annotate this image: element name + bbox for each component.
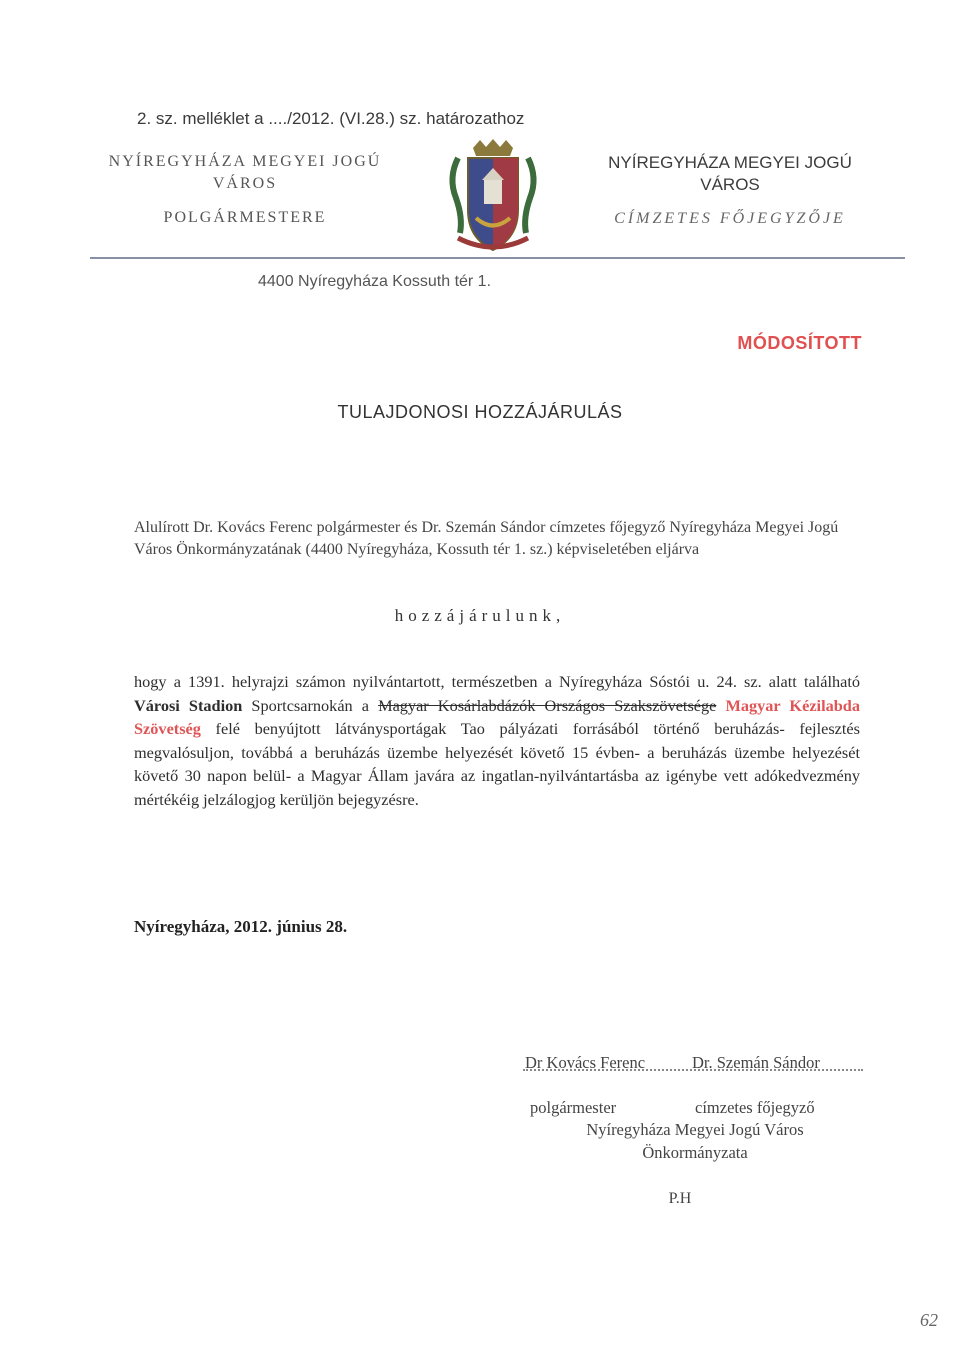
header-divider <box>90 257 905 259</box>
issuer-left-line3: POLGÁRMESTERE <box>163 209 327 226</box>
place-date: Nyíregyháza, 2012. június 28. <box>134 917 348 936</box>
new-organization: Magyar Kézilabda Szövetség <box>134 695 860 738</box>
issuer-right-line1: NYÍREGYHÁZA MEGYEI JOGÚ <box>608 153 852 172</box>
signatory-left-name: Dr Kovács Ferenc <box>525 1053 646 1072</box>
consent-word: hozzájárulunk, <box>394 606 566 625</box>
body-part1: hogy a 1391. helyrajzi számon nyilvántartott, természetben a Nyíregyháza Sóstói u. 24. sz. alatt található <box>134 672 860 691</box>
body-part2: Sportcsarnokán a <box>251 695 369 715</box>
intro-paragraph: Alulírott Dr. Kovács Ferenc polgármester és Dr. Szemán Sándor címzetes főjegyző Nyíregyháza Megyei Jogú Város Önkormányzatának (4400 Nyíregyháza, Kossuth tér 1. sz.) képviseletében eljárva <box>134 519 839 558</box>
signatory-right-title: címzetes főjegyző <box>695 1098 815 1117</box>
address: 4400 Nyíregyháza Kossuth tér 1. <box>258 273 492 290</box>
signature-organization <box>520 1118 870 1164</box>
issuer-left-line2: VÁROS <box>212 175 278 192</box>
issuer-right-line3: CÍMZETES FŐJEGYZŐJE <box>614 210 846 227</box>
signatory-right-name: Dr. Szemán Sándor <box>692 1053 820 1072</box>
body-part3: felé benyújtott látványsportágak Tao pályázati forrásából történő beruházás- fejlesztés megvalósuljon, továbbá a beruházás üzembe helyezését követő 15 évben- a beruházás üzembe helyezését követő 30 napon belül- a Magyar Állam javára az ingatlan-nyilvántartásba az igénybe vett adókedvezmény mértékéig jelzálogjog kerüljön bejegyzésre. <box>134 719 860 809</box>
document-title: TULAJDONOSI HOZZÁJÁRULÁS <box>337 402 623 422</box>
status-mark: MÓDOSÍTOTT <box>737 333 862 353</box>
seal-initials: P.H <box>668 1190 692 1207</box>
org-line1: Nyíregyháza Megyei Jogú Város <box>586 1120 804 1139</box>
coat-of-arms-icon <box>438 138 548 256</box>
issuer-left-line1: NYÍREGYHÁZA MEGYEI JOGÚ <box>108 153 382 170</box>
body-paragraph <box>134 670 860 811</box>
page-mark: 62 <box>920 1310 938 1330</box>
org-line2: Önkormányzata <box>642 1143 748 1162</box>
signatory-left-title: polgármester <box>530 1098 617 1117</box>
stadium-name: Városi Stadion <box>134 695 243 715</box>
issuer-right-line2: VÁROS <box>700 175 760 194</box>
annex-reference: 2. sz. melléklet a ..../2012. (VI.28.) sz. határozathoz <box>137 109 525 128</box>
struck-organization: Magyar Kosárlabdázók Országos Szakszövetsége <box>378 695 717 715</box>
